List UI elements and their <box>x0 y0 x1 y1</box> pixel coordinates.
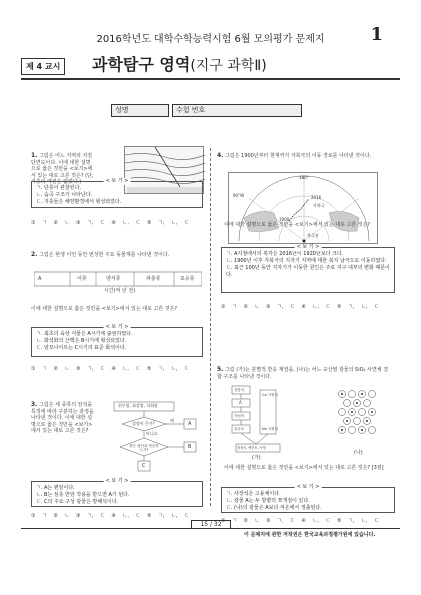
option-item: ㄷ. 최근 100년 동안 지자기가 이동한 원인은 주로 지구 내부의 변화 때문이다. <box>226 265 390 278</box>
question-3-text <box>31 402 95 435</box>
option-item: ㄱ. A지점에서의 복각은 2016년이 1920년보다 크다. <box>226 251 344 257</box>
figure-caption: (나) <box>354 450 363 456</box>
page-indicator: 15 / 32 <box>191 520 231 529</box>
option-item: ㄷ. C의 주요 구성 광물은 방해석이다. <box>36 499 119 505</box>
timeline-stage: 파충류 <box>146 276 161 282</box>
question-2-text <box>31 252 203 259</box>
question-3-number: 3. <box>31 401 38 408</box>
flow-yes: 예 <box>170 418 174 423</box>
question-2-choices[interactable]: ① ㄱ ② ㄴ ③ ㄱ, ㄷ ④ ㄴ, ㄷ ⑤ ㄱ, ㄴ, ㄷ <box>31 366 189 372</box>
map-label: 90°W <box>233 193 245 198</box>
figure-caption: (가) <box>252 455 261 461</box>
copyright-notice: 이 문제지에 관한 저작권은 한국교육과정평가원에 있습니다. <box>244 532 376 538</box>
question-5-options-box <box>221 484 395 513</box>
question-5-text <box>217 367 389 380</box>
flow-decision-2: 묽은 염산과 반응하는가? <box>129 444 159 452</box>
question-5-choices[interactable]: ① ㄱ ② ㄴ ③ ㄱ, ㄷ ④ ㄴ, ㄷ ⑤ ㄱ, ㄴ, ㄷ <box>221 518 379 524</box>
question-4-prompt: 이에 대한 설명으로 옳은 것만을 <보기>에서 있는 대로 고른 것은? <box>224 222 371 228</box>
option-item: ㄱ. 최초의 육상 식물은 A시기에 출현하였다. <box>36 331 133 337</box>
bogi-label: < 보 기 > <box>105 178 129 184</box>
polar-map <box>229 173 379 245</box>
timeline-stage: 포유류 <box>180 276 195 282</box>
subject-name: 과학탐구 영역 <box>92 55 191 74</box>
exam-number-field[interactable]: 수험 번호 <box>172 104 302 117</box>
option-item: ㄴ. 습곡 구조가 나타난다. <box>36 192 93 198</box>
question-4-choices[interactable]: ① ㄱ ② ㄴ ③ ㄱ, ㄷ ④ ㄴ, ㄷ ⑤ ㄱ, ㄴ, ㄷ <box>221 304 379 310</box>
mineral-label: 흑운모 <box>234 427 245 431</box>
question-1-choices[interactable]: ① ㄱ ② ㄴ ③ ㄱ, ㄷ ④ ㄴ, ㄷ ⑤ ㄱ, ㄴ, ㄷ <box>31 220 189 226</box>
bogi-label: < 보 기 > <box>105 478 129 484</box>
flow-result-c: C <box>142 463 146 469</box>
option-item: ㄱ. A는 편암이다. <box>36 485 75 491</box>
flow-decision: 결정이 큰가? <box>132 421 155 426</box>
column-divider <box>210 148 211 506</box>
question-5-figure-a <box>226 384 326 464</box>
question-4-text <box>217 153 389 160</box>
page-number: 1 <box>370 24 383 45</box>
map-label: 1900 <box>279 217 290 222</box>
mineral-label: Ca 사장석 <box>262 393 278 397</box>
option-item: ㄱ. 사장석은 고용체이다. <box>226 491 281 497</box>
question-5-stem: 그림 (가)는 분별적 반응 계열을, (나)는 어느 규산염 광물의 SiO₄ 사면체 결합 구조를 나타낸 것이다. <box>217 367 389 380</box>
question-2-number: 2. <box>31 251 38 258</box>
mineral-label: 각섬석 <box>234 414 245 418</box>
question-3-choices[interactable]: ① ㄱ ② ㄴ ③ ㄱ, ㄷ ④ ㄴ, ㄷ ⑤ ㄱ, ㄴ, ㄷ <box>31 513 189 519</box>
question-1-number: 1. <box>31 152 38 159</box>
question-4-stem: 그림은 1900년부터 현재까지 자북극의 이동 경로를 나타낸 것이다. <box>225 153 372 159</box>
option-item: ㄱ. 단층이 관찰된다. <box>36 185 81 191</box>
exam-title: 2016학년도 대학수학능력시험 6월 모의평가 문제지 <box>96 34 325 45</box>
question-4-number: 4. <box>217 152 224 159</box>
timeline-stage: 양서류 <box>106 276 121 282</box>
question-2-options-box <box>31 324 203 357</box>
mineral-label: 정장석, 백운모, 석영 <box>237 446 266 450</box>
flow-start: 현무암, 화강암, 석회암 <box>118 403 158 408</box>
subject-title <box>92 52 267 75</box>
question-2-stem: 그림은 현생 이언 동안 번성한 주요 동물계를 나타낸 것이다. <box>39 252 170 258</box>
map-label: 180° <box>299 175 309 180</box>
question-5-prompt: 이에 대한 설명으로 옳은 것만을 <보기>에서 있는 대로 고른 것은? [3점] <box>224 465 384 471</box>
question-3-stem: 그림은 세 종류의 암석을 특징에 따라 구분하는 과정을 나타낸 것이다. 이에 대한 설명으로 옳은 것만을 <보기>에서 있는 대로 고른 것은? <box>31 402 94 434</box>
timeline-stage: A <box>38 276 42 282</box>
map-label: 2016 <box>311 195 322 200</box>
flow-no: 아니요 <box>146 431 158 436</box>
bogi-label: < 보 기 > <box>296 484 320 490</box>
question-3-options-box <box>31 478 203 507</box>
question-2-prompt: 이에 대한 설명으로 옳은 것만을 <보기>에서 있는 대로 고른 것은? <box>31 306 178 312</box>
option-item: ㄴ. 광물 A는 두 방향의 쪼개짐이 있다. <box>226 498 310 504</box>
mineral-label: A <box>239 400 242 405</box>
period-label: 제 4 교시 <box>21 58 65 75</box>
question-5-figure-b <box>330 386 390 460</box>
timeline-stage: 어류 <box>77 276 87 282</box>
subject-subtitle: (지구 과학Ⅱ) <box>190 58 267 74</box>
question-1-options-box <box>31 178 203 208</box>
silicate-structure-diagram <box>330 386 390 450</box>
question-5-number: 5. <box>217 366 224 373</box>
map-label: 자북극 <box>313 203 325 208</box>
name-field[interactable]: 성명 <box>111 104 169 117</box>
option-item: ㄴ. B는 심층 반암 작용을 받으면 A가 된다. <box>36 492 130 498</box>
mineral-label: Na 사장석 <box>262 427 279 431</box>
option-item: ㄷ. (나)의 광물은 A보다 저온에서 정출된다. <box>226 505 322 511</box>
question-4-map <box>228 172 378 244</box>
bogi-label: < 보 기 > <box>105 324 129 330</box>
map-label: 북극점 <box>307 233 319 238</box>
option-item: ㄷ. 암모나이트는 C시기의 표준 화석이다. <box>36 345 127 351</box>
option-item: ㄷ. 지층들은 해양환경에서 형성되었다. <box>36 199 122 205</box>
question-4-options-box <box>221 244 395 293</box>
question-1-stem: 그림은 어느 지역의 지질 단면도이다. 이에 대한 설명으로 옳은 것만을 <보기>에서 있는 대로 고른 것은? (단, 지층의 역전은 없었다.) <box>31 153 94 185</box>
header-rule <box>21 78 400 80</box>
question-3-flowchart <box>104 400 204 472</box>
question-2-timeline <box>34 270 202 294</box>
timeline-axis-label: 시간(억 년 전) <box>104 288 136 294</box>
flow-result-a: A <box>188 421 192 427</box>
mineral-label: 감람석 <box>234 388 245 392</box>
flow-result-b: B <box>188 444 192 450</box>
bogi-label: < 보 기 > <box>296 244 320 250</box>
option-item: ㄴ. 1900년 이후 자북극의 지자기 지역에 대한 북지 남극으로 이동하였다. <box>226 258 387 264</box>
option-item: ㄴ. 화석화의 산맥은 B시기에 형성되었다. <box>36 338 127 344</box>
